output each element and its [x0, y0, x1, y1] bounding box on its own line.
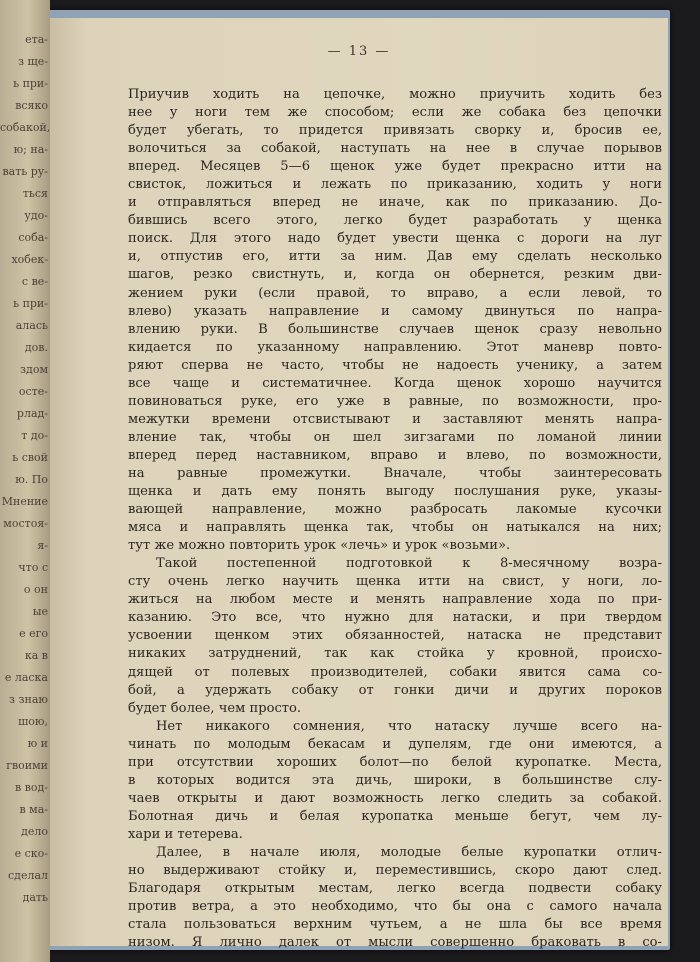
- left-page-fragment: дать: [22, 891, 48, 904]
- text-line: Такой постепенной подготовкой к 8-месячному возра-: [156, 556, 662, 572]
- text-line: будет более, чем просто.: [128, 700, 302, 716]
- text-line: волочиться за собакой, наступать на нее в случае порывов: [128, 141, 662, 157]
- left-page-fragment: мостоя-: [3, 517, 48, 530]
- left-page-fragment: в вод-: [15, 781, 48, 794]
- left-page-fragment: Мнение: [1, 495, 48, 508]
- left-page-fragment: ка в: [24, 649, 48, 662]
- left-page-fragment: ь свой: [12, 451, 48, 464]
- text-line: стала пользоваться верхним чутьем, а не шла бы все время: [128, 917, 662, 933]
- text-line: щенка и дать ему понять выгоду послушания руке, указы-: [128, 484, 662, 500]
- left-page-edge: [0, 0, 50, 962]
- text-line: бой, а удержать собаку от гонки дичи и других пороков: [128, 682, 662, 698]
- text-line: мяса и направлять щенка так, чтобы он натыкался на них;: [128, 520, 662, 536]
- text-line: чаев открыты и дают возможность легко следить за собакой.: [128, 790, 662, 806]
- text-line: в которых водится эта дичь, широки, в большинстве слу-: [128, 772, 662, 788]
- text-line: повиноваться руке, его уже в равные, по возможности, про-: [128, 393, 662, 409]
- text-line: дящей от полевых производителей, собаки явится сама со-: [128, 664, 662, 680]
- text-line: влению руки. В большинстве случаев щенок сразу невольно: [128, 321, 662, 337]
- text-line: при отсутствии хороших болот—по белой куропатке. Места,: [128, 754, 662, 770]
- page-body-text: [128, 86, 662, 952]
- text-line: Нет никакого сомнения, что натаску лучше всего на-: [156, 718, 662, 734]
- left-page-fragment: всяко: [15, 99, 48, 112]
- left-page-fragment: сделал: [8, 869, 48, 882]
- text-line: чинать по молодым бекасам и дупелям, где они имеются, а: [128, 736, 662, 752]
- text-line: Приучив ходить на цепочке, можно приучить ходить без: [128, 87, 662, 102]
- text-line: ряют сперва не часто, чтобы не надоесть ученику, а затем: [128, 357, 662, 373]
- left-page-fragment: алась: [15, 319, 48, 332]
- text-line: Болотная дичь и белая куропатка меньше бегут, чем лу-: [128, 808, 662, 824]
- text-line: влево) указать направление и самому двинуться по напра-: [128, 303, 662, 319]
- text-line: хари и тетерева.: [128, 826, 243, 842]
- text-line: свисток, ложиться и лежать по приказанию, ходить у ноги: [128, 177, 662, 193]
- text-line: бившись всего этого, легко будет разработать у щенка: [128, 213, 662, 229]
- left-page-fragment: ю; на-: [13, 143, 48, 156]
- text-line: жением руки (если правой, то вправо, а если левой, то: [128, 285, 662, 301]
- left-page-fragment: рлад-: [16, 407, 48, 420]
- left-page-fragment: т до-: [21, 429, 48, 442]
- text-line: кидается по указанному направлению. Этот маневр повто-: [128, 339, 662, 355]
- left-page-fragment: ю. По: [15, 473, 48, 486]
- text-line: вперед. Месяцев 5—6 щенок уже будет прекрасно итти на: [128, 159, 662, 175]
- text-line: житься на любом месте и менять направление хода по при-: [128, 592, 662, 608]
- left-page-fragment: гвоими: [6, 759, 48, 772]
- text-line: никаких затруднений, так как стойка у кровной, происхо-: [128, 646, 662, 662]
- text-line: поиск. Для этого надо будет увести щенка с дороги на луг: [128, 231, 662, 247]
- left-page-fragment: дело: [21, 825, 48, 838]
- left-page-fragment: з знаю: [9, 693, 48, 706]
- left-page-fragment: ета-: [25, 33, 48, 46]
- left-page-fragment: хобек-: [11, 253, 48, 266]
- left-page-fragment: ь при-: [13, 297, 48, 310]
- text-line: вающей направление, можно разбросать лакомые кусочки: [128, 502, 662, 518]
- left-page-fragment: удо-: [24, 209, 48, 222]
- left-page-fragment: с ве-: [21, 275, 48, 288]
- left-page-fragment: е ласка: [4, 671, 48, 684]
- text-line: Далее, в начале июля, молодые белые куропатки отлич-: [156, 844, 662, 860]
- left-page-fragment: здом: [20, 363, 48, 376]
- text-line: против ветра, а это необходимо, что бы она с самого начала: [128, 899, 662, 915]
- left-page-fragment: собакой,: [0, 121, 50, 134]
- text-line: Благодаря открытым местам, легко всегда подвести собаку: [128, 881, 662, 897]
- book-page: [50, 18, 668, 951]
- text-line: нее у ноги тем же способом; если же собака без цепочки: [128, 105, 662, 121]
- text-line: тут же можно повторить урок «лечь» и урок «возьми».: [128, 538, 511, 554]
- text-line: вперед перед наставником, вправо и влево, по возможности,: [128, 447, 662, 463]
- left-page-fragment: дов.: [24, 341, 48, 354]
- left-page-fragment: е его: [19, 627, 48, 640]
- text-line: и отправляться вперед не иначе, как по приказанию. До-: [128, 195, 662, 211]
- left-page-fragment: шою,: [18, 715, 48, 728]
- text-line: вление так, чтобы он шел зигзагами по ломаной линии: [128, 429, 662, 445]
- text-line: на равные промежутки. Вначале, чтобы заинтересовать: [128, 465, 662, 481]
- left-page-fragment: я-: [37, 539, 48, 552]
- left-page-fragment: ться: [22, 187, 48, 200]
- text-line: межутки времени отсвистывают и заставляют менять напра-: [128, 411, 662, 427]
- left-page-fragment: з ще-: [18, 55, 48, 68]
- left-page-fragment: осте-: [18, 385, 48, 398]
- text-line: усвоении щенком этих обязанностей, натаска не представит: [128, 628, 662, 644]
- left-page-fragment: соба-: [18, 231, 48, 244]
- left-page-fragment: ые: [32, 605, 48, 618]
- left-page-fragment: ю и: [27, 737, 48, 750]
- left-page-fragment: что с: [18, 561, 48, 574]
- page-number: — 13 —: [327, 44, 391, 59]
- text-line: и, отпустив его, итти за ним. Дав ему сделать несколько: [128, 249, 662, 265]
- text-line: будет убегать, то придется привязать сворку и, бросив ее,: [128, 123, 662, 139]
- text-line: но выдерживают стойку и, переместившись, скоро дают след.: [128, 863, 662, 879]
- left-page-fragment: в ма-: [19, 803, 48, 816]
- text-line: шагов, резко свистнуть, и, когда он обернется, резким дви-: [128, 267, 662, 283]
- left-page-fragment: ь при-: [13, 77, 48, 90]
- left-page-fragment: е ско-: [14, 847, 48, 860]
- text-line: низом. Я лично далек от мысли совершенно браковать в со-: [128, 935, 662, 951]
- text-line: казанию. Это все, что нужно для натаски, и при твердом: [128, 610, 662, 626]
- left-page-fragment: о он: [23, 583, 48, 596]
- text-line: все чаще и систематичнее. Когда щенок хорошо научится: [128, 375, 662, 391]
- left-page-fragment: вать ру-: [2, 165, 48, 178]
- text-line: сту очень легко научить щенка итти на свист, у ноги, ло-: [128, 574, 662, 590]
